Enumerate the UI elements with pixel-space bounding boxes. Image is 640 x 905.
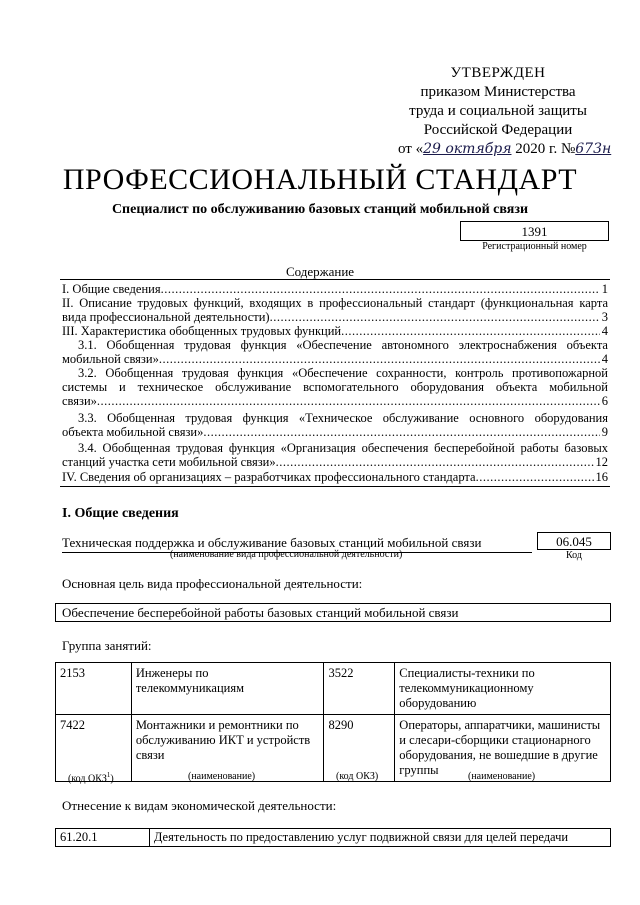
toc-item-5-line1[interactable]: 3.2. Обобщенная трудовая функция «Обеспечение сохранности, контроль противопожарной [78, 366, 608, 380]
toc-item-5-line2[interactable]: системы и техническое обслуживание вспомогательного оборудования объекта мобильной [62, 380, 608, 394]
group-label: Группа занятий: [62, 638, 152, 653]
registration-number-box: 1391 [460, 221, 609, 241]
okz-name: Операторы, аппаратчики, машинисты и слесари-сборщики стационарного оборудования, не вошедшие в другие группы [395, 715, 611, 782]
date-prefix: от « [398, 141, 424, 157]
approval-line-3: Российской Федерации [423, 122, 573, 138]
document-subtitle: Специалист по обслуживанию базовых станций мобильной связи [111, 202, 529, 217]
okved-label: Отнесение к видам экономической деятельности: [62, 798, 337, 813]
group-caption-code2: (код ОКЗ) [336, 771, 379, 782]
toc-item-1[interactable]: I. Общие сведения ..... 1 [62, 282, 608, 296]
document-title: ПРОФЕССИОНАЛЬНЫЙ СТАНДАРТ [62, 163, 578, 196]
activity-kind-name: Техническая поддержка и обслуживание базовых станций мобильной связи [62, 535, 532, 553]
approval-block [398, 64, 612, 159]
toc-item-6-line1[interactable]: 3.3. Обобщенная трудовая функция «Техническое обслуживание основного оборудования [78, 411, 608, 425]
okz-name: Инженеры по телекоммуникациям [131, 663, 324, 715]
toc-page: 4 [601, 352, 608, 366]
toc-page: 6 [601, 394, 608, 408]
toc-item-2[interactable]: вида профессиональной деятельности) ..... 3 [62, 310, 608, 324]
section-title: I. Общие сведения [62, 506, 179, 521]
toc-item-8[interactable]: IV. Сведения об организациях – разработчиках профессионального стандарта ..... 16 [62, 470, 608, 484]
toc-page: 9 [601, 425, 608, 439]
handwritten-date: 29 октября [423, 141, 512, 157]
toc-page: 12 [595, 455, 608, 469]
toc-heading: Содержание [285, 264, 355, 279]
table-row [56, 663, 611, 715]
activity-code-caption: Код [566, 550, 582, 561]
activity-kind-caption: (наименование вида профессиональной деятельности) [170, 549, 403, 560]
toc-item-2-line1[interactable]: II. Описание трудовых функций, входящих в профессиональный стандарт (функциональная карта [62, 296, 608, 310]
group-caption-code1: (код ОКЗ$^1$) [68, 771, 114, 785]
date-suffix: 2020 г. № [511, 141, 576, 157]
goal-label: Основная цель вида профессиональной деятельности: [62, 576, 363, 591]
group-caption-name1: (наименование) [188, 771, 256, 782]
toc-item-7[interactable]: станций участка сети мобильной связи» ..... 12 [62, 455, 608, 469]
toc-page: 3 [601, 310, 608, 324]
okz-name: Специалисты-техники по телекоммуникационному оборудованию [395, 663, 611, 715]
okz-code: 7422 [56, 715, 132, 782]
approval-heading: УТВЕРЖДЕН [450, 65, 546, 81]
toc-page: 16 [595, 470, 608, 484]
okz-code: 8290 [324, 715, 395, 782]
handwritten-number: 673н [575, 141, 612, 157]
okz-name: Монтажники и ремонтники по обслуживанию ИКТ и устройств связи [131, 715, 324, 782]
okz-code: 3522 [324, 663, 395, 715]
activity-code-box: 06.045 [537, 532, 611, 550]
toc-item-4[interactable]: мобильной связи» ..... 4 [62, 352, 608, 366]
toc-item-4-line1[interactable]: 3.1. Обобщенная трудовая функция «Обеспечение автономного электроснабжения объекта [78, 338, 608, 352]
okved-name: Деятельность по предоставлению услуг подвижной связи для целей передачи [149, 829, 610, 847]
approval-line-1: приказом Министерства [420, 84, 576, 100]
toc-page: 4 [601, 324, 608, 338]
toc-item-3[interactable]: III. Характеристика обобщенных трудовых функций ..... 4 [62, 324, 608, 338]
goal-box: Обеспечение бесперебойной работы базовых станций мобильной связи [55, 603, 611, 622]
toc-item-5[interactable]: связи» ..... 6 [62, 394, 608, 408]
okz-code: 2153 [56, 663, 132, 715]
approval-line-2: труда и социальной защиты [409, 103, 587, 119]
toc-item-6[interactable]: объекта мобильной связи» ..... 9 [62, 425, 608, 439]
table-row [56, 829, 611, 847]
registration-number-label: Регистрационный номер [482, 241, 587, 252]
okved-table [55, 828, 611, 847]
group-caption-name2: (наименование) [468, 771, 536, 782]
occupation-groups-table [55, 662, 611, 785]
okved-code: 61.20.1 [56, 829, 150, 847]
toc-page: 1 [601, 282, 608, 296]
approval-date-line [398, 140, 612, 159]
toc-item-7-line1[interactable]: 3.4. Обобщенная трудовая функция «Организация обеспечения бесперебойной работы базовых [78, 441, 608, 455]
